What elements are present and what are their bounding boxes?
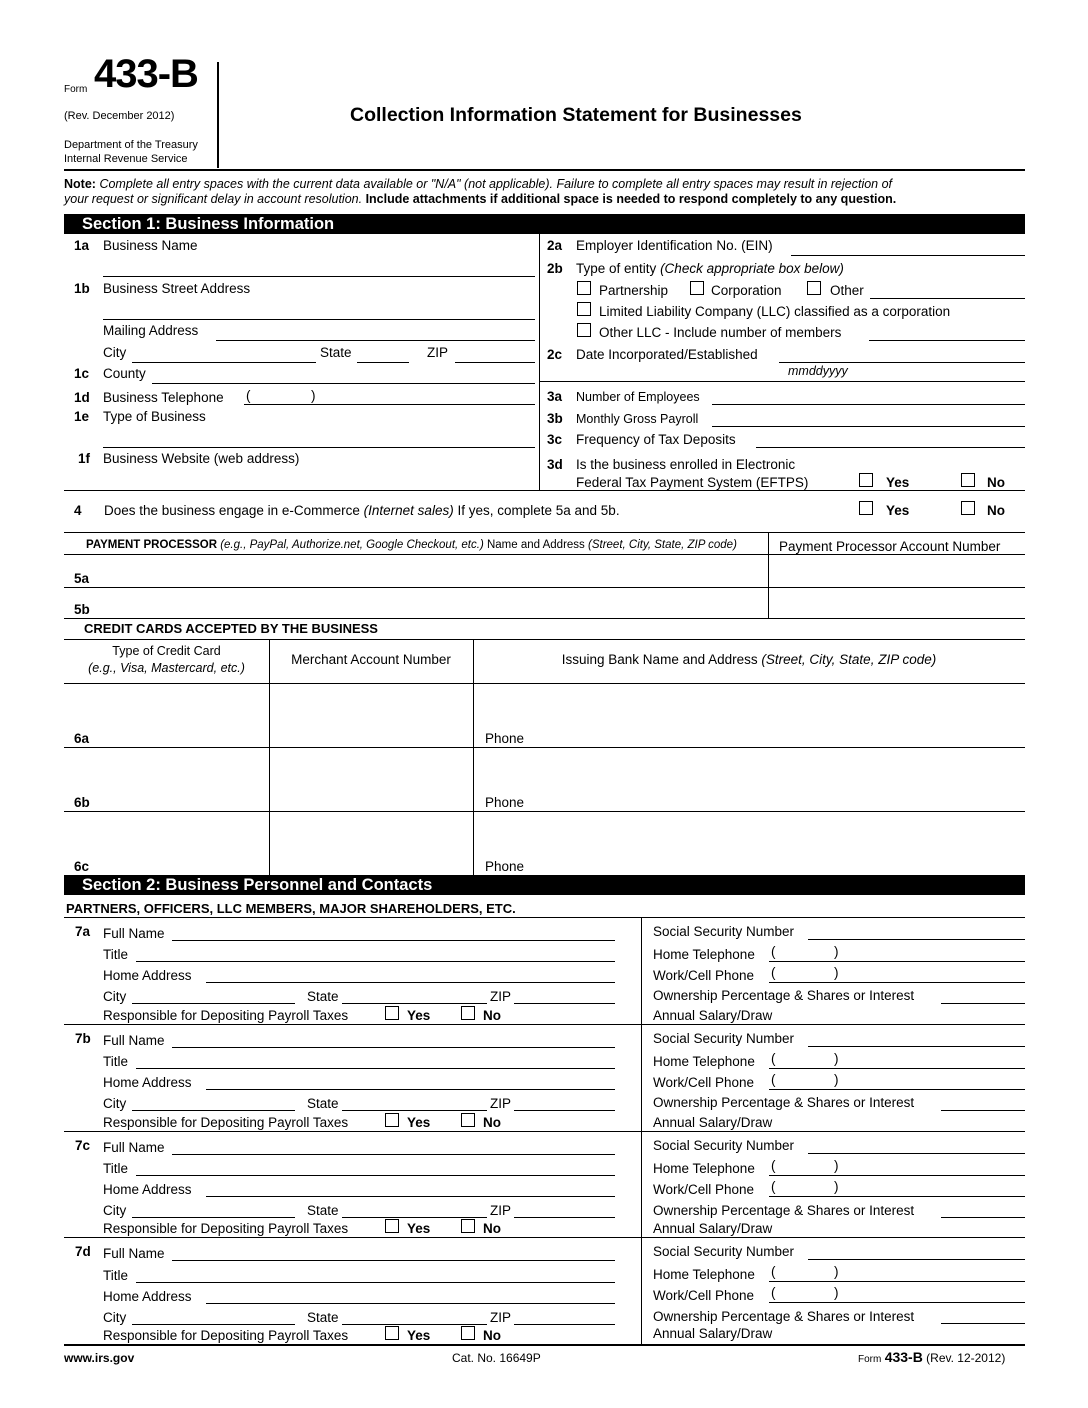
section2-subhead-rule [64,917,1025,918]
work-cell-paren-close: ) [834,1072,839,1087]
state-field[interactable] [342,1110,487,1111]
form-title: Collection Information Statement for Businesses [350,104,802,126]
section1-column-divider [539,234,540,490]
responsible-no-label: No [483,1115,501,1130]
cc-merchant-header: Merchant Account Number [291,652,451,667]
responsible-no-label: No [483,1008,501,1023]
label-4: 4 [74,503,82,518]
ownership-field[interactable] [941,1110,1025,1111]
state-field[interactable] [342,1003,487,1004]
footer-form-word: Form [858,1354,882,1365]
responsible-yes-label: Yes [407,1328,431,1343]
responsible-yes-checkbox[interactable] [385,1219,399,1233]
home-address-label: Home Address [103,968,192,983]
phone-6c: Phone [485,859,525,874]
payroll-field[interactable] [712,426,1025,427]
entity-type-label [576,261,844,276]
footer-form-id [858,1349,1005,1365]
block-number: 7b [75,1031,91,1046]
work-cell-paren-open: ( [771,1179,776,1194]
label-3b: 3b [547,411,563,426]
cc-row-6b[interactable] [64,811,1025,812]
mailing-address-field[interactable] [216,340,535,341]
title-label: Title [103,1161,129,1176]
ssn-label: Social Security Number [653,924,795,939]
partnership-checkbox[interactable] [577,281,591,295]
salary-label: Annual Salary/Draw [653,1008,773,1023]
section2-bar [64,875,1025,895]
ssn-label: Social Security Number [653,1244,795,1259]
block-number: 7c [75,1138,91,1153]
business-name-label: Business Name [103,238,198,253]
pp-header-rule [64,554,1025,555]
zip-field[interactable] [514,1110,615,1111]
ecommerce-yes-label: Yes [886,503,910,518]
label-3c: 3c [547,432,563,447]
full-name-field[interactable] [172,1154,615,1155]
ecommerce-no-checkbox[interactable] [961,501,975,515]
responsible-yes-label: Yes [407,1221,431,1236]
employees-label: Number of Employees [576,390,700,404]
label-2c: 2c [547,347,563,362]
pp-header [86,539,737,551]
label-1c: 1c [74,366,90,381]
eftps-line1: Is the business enrolled in Electronic [576,457,796,472]
header-divider [217,62,219,168]
eftps-no-label: No [987,475,1005,490]
pp-row-5b[interactable] [64,618,1025,619]
business-name-field[interactable] [103,276,535,277]
footer-cat-no: Cat. No. 16649P [452,1351,541,1365]
eftps-line2: Federal Tax Payment System (EFTPS) [576,475,809,490]
label-5b: 5b [74,602,90,617]
responsible-label: Responsible for Depositing Payroll Taxes [103,1115,349,1130]
cc-header-rule [64,639,1025,640]
home-tel-field[interactable] [769,1068,1025,1069]
block-number: 7a [75,924,91,939]
note-line1 [64,177,892,191]
title-field[interactable] [136,1068,615,1069]
zip-label: ZIP [490,989,512,1004]
work-cell-label: Work/Cell Phone [653,1182,755,1197]
responsible-no-label: No [483,1328,501,1343]
header-rule [64,169,1025,171]
section2-subhead: PARTNERS, OFFICERS, LLC MEMBERS, MAJOR SHAREHOLDERS, ETC. [66,901,516,916]
label-3a: 3a [547,389,563,404]
deposits-field[interactable] [756,447,1025,448]
type-business-field[interactable] [103,447,535,448]
other-llc-field[interactable] [869,340,1025,341]
home-address-field[interactable] [206,1303,615,1304]
state-field[interactable] [357,362,409,363]
form-number: 433-B [94,52,198,96]
telephone-paren-close: ) [311,388,316,403]
zip-label: ZIP [490,1203,512,1218]
label-2a: 2a [547,238,563,253]
eftps-yes-label: Yes [886,475,910,490]
block-7c-bottom-rule [64,1237,1025,1238]
dept-irs: Internal Revenue Service [64,153,188,165]
work-cell-paren-open: ( [771,1072,776,1087]
work-cell-label: Work/Cell Phone [653,1288,755,1303]
ecommerce-text-b: (Internet sales) [363,503,454,518]
payroll-label: Monthly Gross Payroll [576,412,699,426]
entity-type-text: Type of entity [576,261,657,276]
ssn-field[interactable] [808,1046,1025,1047]
label-1d: 1d [74,390,90,405]
full-name-field[interactable] [172,1260,615,1261]
title-label: Title [103,1268,129,1283]
business-street-label: Business Street Address [103,281,251,296]
label-3d: 3d [547,457,563,472]
city-field[interactable] [132,1217,295,1218]
block-number: 7d [75,1244,91,1259]
cc-header-bottom [64,683,1025,684]
block-7b-bottom-rule [64,1131,1025,1132]
section2-title: Section 2: Business Personnel and Contacts [82,876,433,894]
pp-header-mid: Name and Address [486,539,585,551]
date-inc-label: Date Incorporated/Established [576,347,758,362]
label-1e: 1e [74,409,90,424]
zip-field[interactable] [514,1003,615,1004]
label-2b: 2b [547,261,563,276]
responsible-no-checkbox[interactable] [461,1219,475,1233]
entity-type-note: (Check appropriate box below) [660,261,844,276]
ownership-label: Ownership Percentage & Shares or Interest [653,1095,915,1110]
footer-rule [64,1344,1025,1346]
home-tel-paren-open: ( [771,944,776,959]
responsible-yes-checkbox[interactable] [385,1326,399,1340]
date-format-hint: mmddyyyy [788,364,848,378]
home-address-field[interactable] [206,1089,615,1090]
ssn-label: Social Security Number [653,1138,795,1153]
cc-divider-1 [269,639,270,875]
footer-website: www.irs.gov [64,1351,135,1365]
responsible-no-label: No [483,1221,501,1236]
home-tel-field[interactable] [769,1175,1025,1176]
salary-label: Annual Salary/Draw [653,1221,773,1236]
llc-corp-checkbox[interactable] [577,302,591,316]
city-label: City [103,989,127,1004]
other-llc-label: Other LLC - Include number of members [599,325,842,340]
phone-6a: Phone [485,731,525,746]
state-field[interactable] [342,1324,487,1325]
responsible-yes-checkbox[interactable] [385,1006,399,1020]
work-cell-label: Work/Cell Phone [653,968,755,983]
website-label: Business Website (web address) [103,451,300,466]
label-5a: 5a [74,571,90,586]
responsible-label: Responsible for Depositing Payroll Taxes [103,1221,349,1236]
cc-type-line2: (e.g., Visa, Mastercard, etc.) [88,661,245,675]
section1-right-rule [540,381,1025,382]
ein-label: Employer Identification No. (EIN) [576,238,773,253]
home-address-label: Home Address [103,1075,192,1090]
label-6c: 6c [74,859,90,874]
cc-row-6a[interactable] [64,747,1025,748]
section1-bar [64,214,1025,234]
work-cell-paren-close: ) [834,1285,839,1300]
ein-field[interactable] [791,255,1025,256]
home-address-field[interactable] [206,982,615,983]
full-name-label: Full Name [103,1033,165,1048]
title-label: Title [103,947,129,962]
work-cell-paren-open: ( [771,1285,776,1300]
city-label: City [103,1203,127,1218]
ownership-label: Ownership Percentage & Shares or Interest [653,1309,915,1324]
other-field[interactable] [870,298,1025,299]
ssn-field[interactable] [808,1259,1025,1260]
ownership-label: Ownership Percentage & Shares or Interest [653,1203,915,1218]
full-name-label: Full Name [103,1246,165,1261]
state-label: State [307,1096,339,1111]
employees-field[interactable] [712,404,1025,405]
zip-field[interactable] [455,362,535,363]
note-label: Note: [64,177,96,191]
note-text2a: your request or significant delay in account resolution. [64,192,363,206]
pp-header-ital1: (e.g., PayPal, Authorize.net, Google Checkout, etc.) [220,539,484,551]
full-name-field[interactable] [172,1047,615,1048]
date-inc-field[interactable] [779,362,1025,363]
county-label: County [103,366,146,381]
title-field[interactable] [136,1175,615,1176]
home-tel-field[interactable] [769,1281,1025,1282]
zip-field[interactable] [514,1324,615,1325]
salary-label: Annual Salary/Draw [653,1326,773,1341]
responsible-label: Responsible for Depositing Payroll Taxes [103,1008,349,1023]
full-name-label: Full Name [103,1140,165,1155]
telephone-paren-open: ( [246,388,251,403]
deposits-label: Frequency of Tax Deposits [576,432,736,447]
work-cell-field[interactable] [769,1089,1025,1090]
state-field[interactable] [342,1217,487,1218]
state-label: State [307,1310,339,1325]
cc-bank-ital: (Street, City, State, ZIP code) [761,652,937,667]
ownership-field[interactable] [941,1217,1025,1218]
phone-6b: Phone [485,795,525,810]
ecommerce-question [104,503,620,518]
dept-treasury: Department of the Treasury [64,139,198,151]
cc-header: CREDIT CARDS ACCEPTED BY THE BUSINESS [84,621,378,636]
city-label: City [103,1096,127,1111]
home-tel-paren-close: ) [834,1051,839,1066]
ecommerce-yes-checkbox[interactable] [859,501,873,515]
cc-divider-2 [473,639,474,875]
responsible-yes-checkbox[interactable] [385,1113,399,1127]
business-street-field[interactable] [103,319,535,320]
telephone-field[interactable] [244,404,535,405]
home-tel-label: Home Telephone [653,1054,755,1069]
home-tel-paren-close: ) [834,1158,839,1173]
type-business-label: Type of Business [103,409,206,424]
zip-field[interactable] [514,1217,615,1218]
label-1a: 1a [74,238,90,253]
other-llc-checkbox[interactable] [577,323,591,337]
home-tel-label: Home Telephone [653,1161,755,1176]
home-tel-paren-close: ) [834,1264,839,1279]
ecommerce-text-c: If yes, complete 5a and 5b. [457,503,620,518]
state-label: State [307,1203,339,1218]
cc-bank-text: Issuing Bank Name and Address [561,652,758,667]
city-field[interactable] [132,1003,295,1004]
salary-label: Annual Salary/Draw [653,1115,773,1130]
footer-rev: (Rev. 12-2012) [926,1351,1006,1365]
responsible-no-checkbox[interactable] [461,1006,475,1020]
label-6a: 6a [74,731,90,746]
ecommerce-no-label: No [987,503,1005,518]
work-cell-label: Work/Cell Phone [653,1075,755,1090]
label-1b: 1b [74,281,90,296]
zip-label: ZIP [490,1310,512,1325]
responsible-yes-label: Yes [407,1115,431,1130]
other-checkbox[interactable] [807,281,821,295]
responsible-no-checkbox[interactable] [461,1326,475,1340]
pp-account-header: Payment Processor Account Number [779,539,1001,554]
home-tel-paren-open: ( [771,1158,776,1173]
work-cell-paren-close: ) [834,965,839,980]
label-1f: 1f [78,451,91,466]
work-cell-paren-open: ( [771,965,776,980]
ssn-field[interactable] [808,939,1025,940]
corporation-label: Corporation [711,283,782,298]
ownership-field[interactable] [941,1003,1025,1004]
city-field[interactable] [132,1110,295,1111]
responsible-label: Responsible for Depositing Payroll Taxes [103,1328,349,1343]
eftps-yes-checkbox[interactable] [859,473,873,487]
responsible-yes-label: Yes [407,1008,431,1023]
home-address-label: Home Address [103,1182,192,1197]
work-cell-field[interactable] [769,1196,1025,1197]
ownership-field[interactable] [941,1323,1025,1324]
llc-corp-label: Limited Liability Company (LLC) classified as a corporation [599,304,951,319]
cc-bank-header [473,652,1025,667]
title-field[interactable] [136,961,615,962]
city-label: City [103,345,127,360]
state-label: State [307,989,339,1004]
home-tel-label: Home Telephone [653,947,755,962]
footer-form-number: 433-B [884,1349,923,1365]
mailing-address-label: Mailing Address [103,323,199,338]
revision-date: (Rev. December 2012) [64,110,175,122]
pp-header-bold: PAYMENT PROCESSOR [86,539,217,551]
rule-pp-top [64,532,1025,533]
corporation-checkbox[interactable] [690,281,704,295]
zip-label: ZIP [490,1096,512,1111]
city-field[interactable] [132,362,316,363]
state-label: State [320,345,352,360]
note-text1: Complete all entry spaces with the current data available or "N/A" (not applicable). Failure to complete all entry spaces may result in rejection of [99,177,893,191]
other-label: Other [830,283,864,298]
city-label: City [103,1310,127,1325]
block-7a-bottom-rule [64,1024,1025,1025]
partnership-label: Partnership [599,283,669,298]
work-cell-field[interactable] [769,982,1025,983]
pp-header-ital2: (Street, City, State, ZIP code) [588,539,737,551]
form-word: Form [64,84,88,95]
home-address-field[interactable] [206,1196,615,1197]
label-6b: 6b [74,795,90,810]
rule-before-4 [64,490,1025,491]
ecommerce-text-a: Does the business engage in e-Commerce [104,503,360,518]
pp-column-divider [768,532,769,619]
home-tel-field[interactable] [769,961,1025,962]
home-tel-paren-open: ( [771,1051,776,1066]
pp-row-5a[interactable] [64,587,1025,588]
ownership-label: Ownership Percentage & Shares or Interest [653,988,915,1003]
responsible-no-checkbox[interactable] [461,1113,475,1127]
home-tel-paren-open: ( [771,1264,776,1279]
telephone-label: Business Telephone [103,390,224,405]
full-name-label: Full Name [103,926,165,941]
title-label: Title [103,1054,129,1069]
title-field[interactable] [136,1282,615,1283]
work-cell-field[interactable] [769,1302,1025,1303]
work-cell-paren-close: ) [834,1179,839,1194]
ssn-field[interactable] [808,1153,1025,1154]
section1-title: Section 1: Business Information [82,215,335,233]
city-field[interactable] [132,1324,295,1325]
zip-label: ZIP [427,345,449,360]
home-tel-label: Home Telephone [653,1267,755,1282]
home-address-label: Home Address [103,1289,192,1304]
note-text2b: Include attachments if additional space is needed to respond completely to any question. [365,192,897,206]
cc-type-line1: Type of Credit Card [112,644,221,658]
full-name-field[interactable] [172,940,615,941]
ssn-label: Social Security Number [653,1031,795,1046]
home-tel-paren-close: ) [834,944,839,959]
eftps-no-checkbox[interactable] [961,473,975,487]
note-line2 [64,192,896,206]
county-field[interactable] [152,383,535,384]
